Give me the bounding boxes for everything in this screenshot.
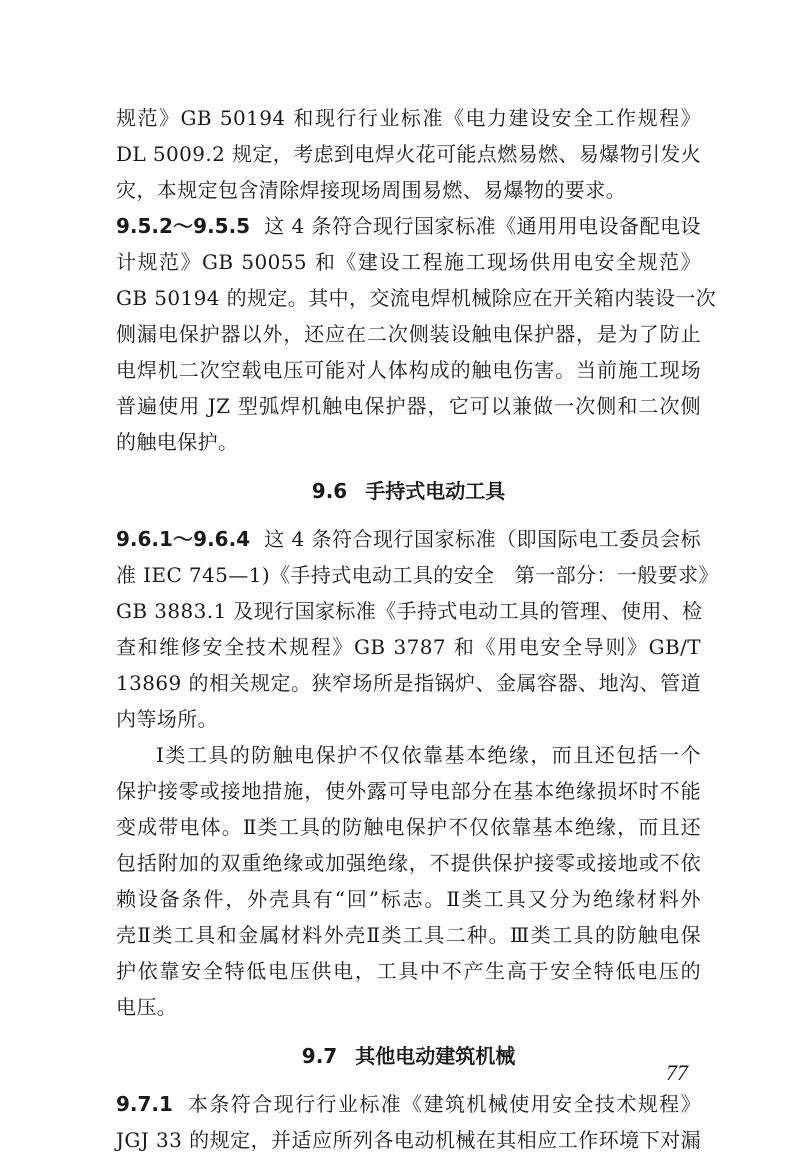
clause-text: 本条符合现行行业标准《建筑机械使用安全技术规程》 — [186, 1092, 701, 1116]
clause-first-line — [116, 521, 701, 557]
text-line: 准 IEC 745—1)《手持式电动工具的安全 第一部分：一般要求》 — [116, 563, 719, 587]
clause-first-line — [116, 1086, 701, 1122]
text-line: DL 5009.2 规定，考虑到电焊火花可能点燃易燃、易爆物引发火 — [116, 142, 702, 166]
text-line: 普遍使用 JZ 型弧焊机触电保护器，它可以兼做一次侧和二次侧 — [116, 394, 701, 418]
clause-number: 9.5.2～9.5.5 — [116, 214, 251, 238]
section-heading — [116, 1038, 701, 1074]
section-number: 9.7 — [301, 1044, 338, 1068]
page-content — [116, 100, 719, 1158]
text-line: 护依靠安全特低电压供电，工具中不产生高于安全特低电压的 — [116, 959, 701, 983]
clause-text: 这 4 条符合现行国家标准《通用用电设备配电设 — [264, 214, 701, 238]
text-line: 的触电保护。 — [116, 430, 239, 454]
text-line: 内等场所。 — [116, 707, 218, 731]
clause-first-line — [116, 208, 701, 244]
text-line: 壳Ⅱ类工具和金属材料外壳Ⅱ类工具二种。Ⅲ类工具的防触电保 — [116, 923, 701, 947]
text-line: JGJ 33 的规定，并适应所列各电动机械在其相应工作环境下对漏 — [116, 1128, 701, 1152]
clause-text: 这 4 条符合现行国家标准（即国际电工委员会标 — [264, 527, 701, 551]
section-title: 手持式电动工具 — [365, 479, 506, 503]
section-heading — [116, 473, 701, 509]
text-line: GB 3883.1 及现行国家标准《手持式电动工具的管理、使用、检 — [116, 599, 703, 623]
text-line: GB 50194 的规定。其中，交流电焊机械除应在开关箱内装设一次 — [116, 286, 717, 310]
clause-number: 9.6.1～9.6.4 — [116, 527, 251, 551]
text-line: 侧漏电保护器以外，还应在二次侧装设触电保护器，是为了防止 — [116, 322, 701, 346]
text-line: 计规范》GB 50055 和《建设工程施工现场供用电安全规范》 — [116, 250, 701, 274]
page-number: 77 — [666, 1060, 688, 1085]
clause-number: 9.7.1 — [116, 1092, 173, 1116]
text-line: 保护接零或接地措施，使外露可导电部分在基本绝缘损坏时不能 — [116, 779, 701, 803]
text-line: 规范》GB 50194 和现行行业标准《电力建设安全工作规程》 — [116, 106, 701, 130]
text-line: 电压。 — [116, 995, 178, 1019]
text-line: 电焊机二次空载电压可能对人体构成的触电伤害。当前施工现场 — [116, 358, 701, 382]
text-line: 灾，本规定包含清除焊接现场周围易燃、易爆物的要求。 — [116, 178, 626, 202]
text-line: 查和维修安全技术规程》GB 3787 和《用电安全导则》GB/T — [116, 635, 701, 659]
paragraph-first-line: Ⅰ类工具的防触电保护不仅依靠基本绝缘，而且还包括一个 — [156, 743, 701, 767]
text-line: 赖设备条件，外壳具有“回”标志。Ⅱ类工具又分为绝缘材料外 — [116, 887, 701, 911]
text-line: 13869 的相关规定。狭窄场所是指锅炉、金属容器、地沟、管道 — [116, 671, 701, 695]
text-line: 包括附加的双重绝缘或加强绝缘，不提供保护接零或接地或不依 — [116, 851, 701, 875]
text-line: 变成带电体。Ⅱ类工具的防触电保护不仅依靠基本绝缘，而且还 — [116, 815, 701, 839]
section-number: 9.6 — [311, 479, 348, 503]
section-title: 其他电动建筑机械 — [355, 1044, 516, 1068]
